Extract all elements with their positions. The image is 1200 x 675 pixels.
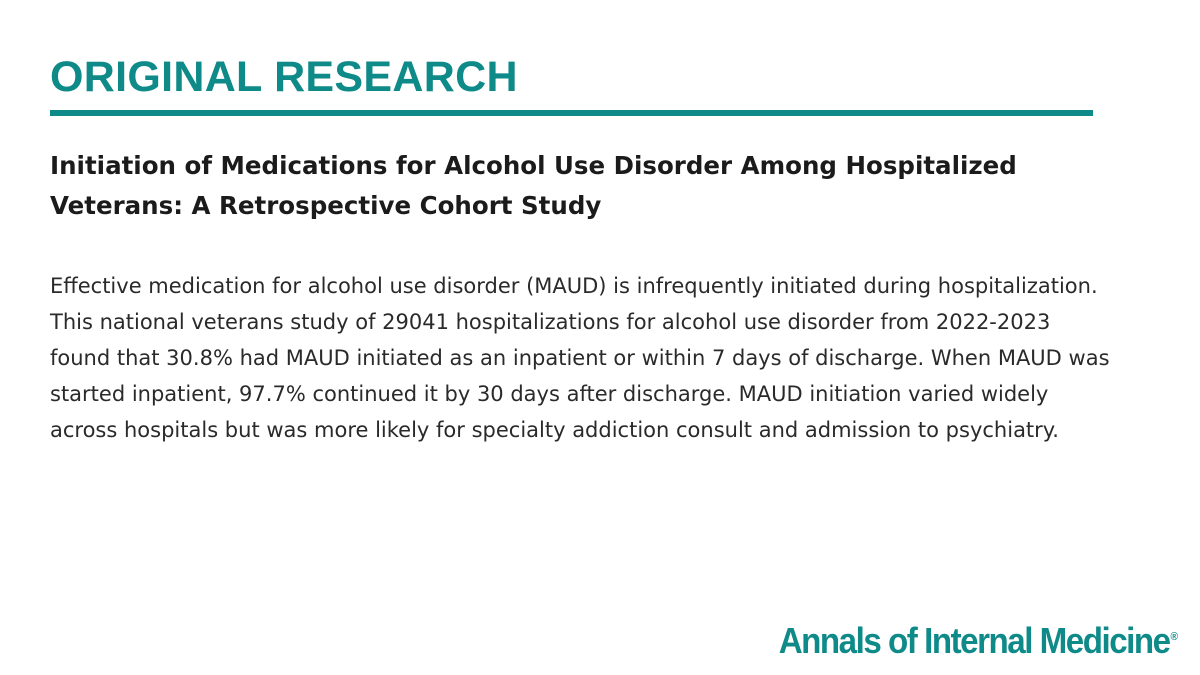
- section-label: ORIGINAL RESEARCH: [50, 53, 518, 101]
- header-divider: [50, 110, 1093, 116]
- journal-logo: [779, 614, 1178, 664]
- registered-mark: ®: [1170, 631, 1178, 643]
- article-title: Initiation of Medications for Alcohol Use Disorder Among Hospitalized Veterans: A Retrospective Cohort Study: [50, 151, 1017, 220]
- journal-name: Annals of Internal Medicine: [778, 620, 1170, 661]
- article-abstract: Effective medication for alcohol use disorder (MAUD) is infrequently initiated during hospitalization. This national veterans study of 29041 hospitalizations for alcohol use disorder from 2022-2023 found that 30.8% had MAUD initiated as an inpatient or within 7 days of discharge. When MAUD was started inpatient, 97.7% continued it by 30 days after discharge. MAUD initiation varied widely across hospitals but was more likely for specialty addiction consult and admission to psychiatry.: [50, 274, 1110, 442]
